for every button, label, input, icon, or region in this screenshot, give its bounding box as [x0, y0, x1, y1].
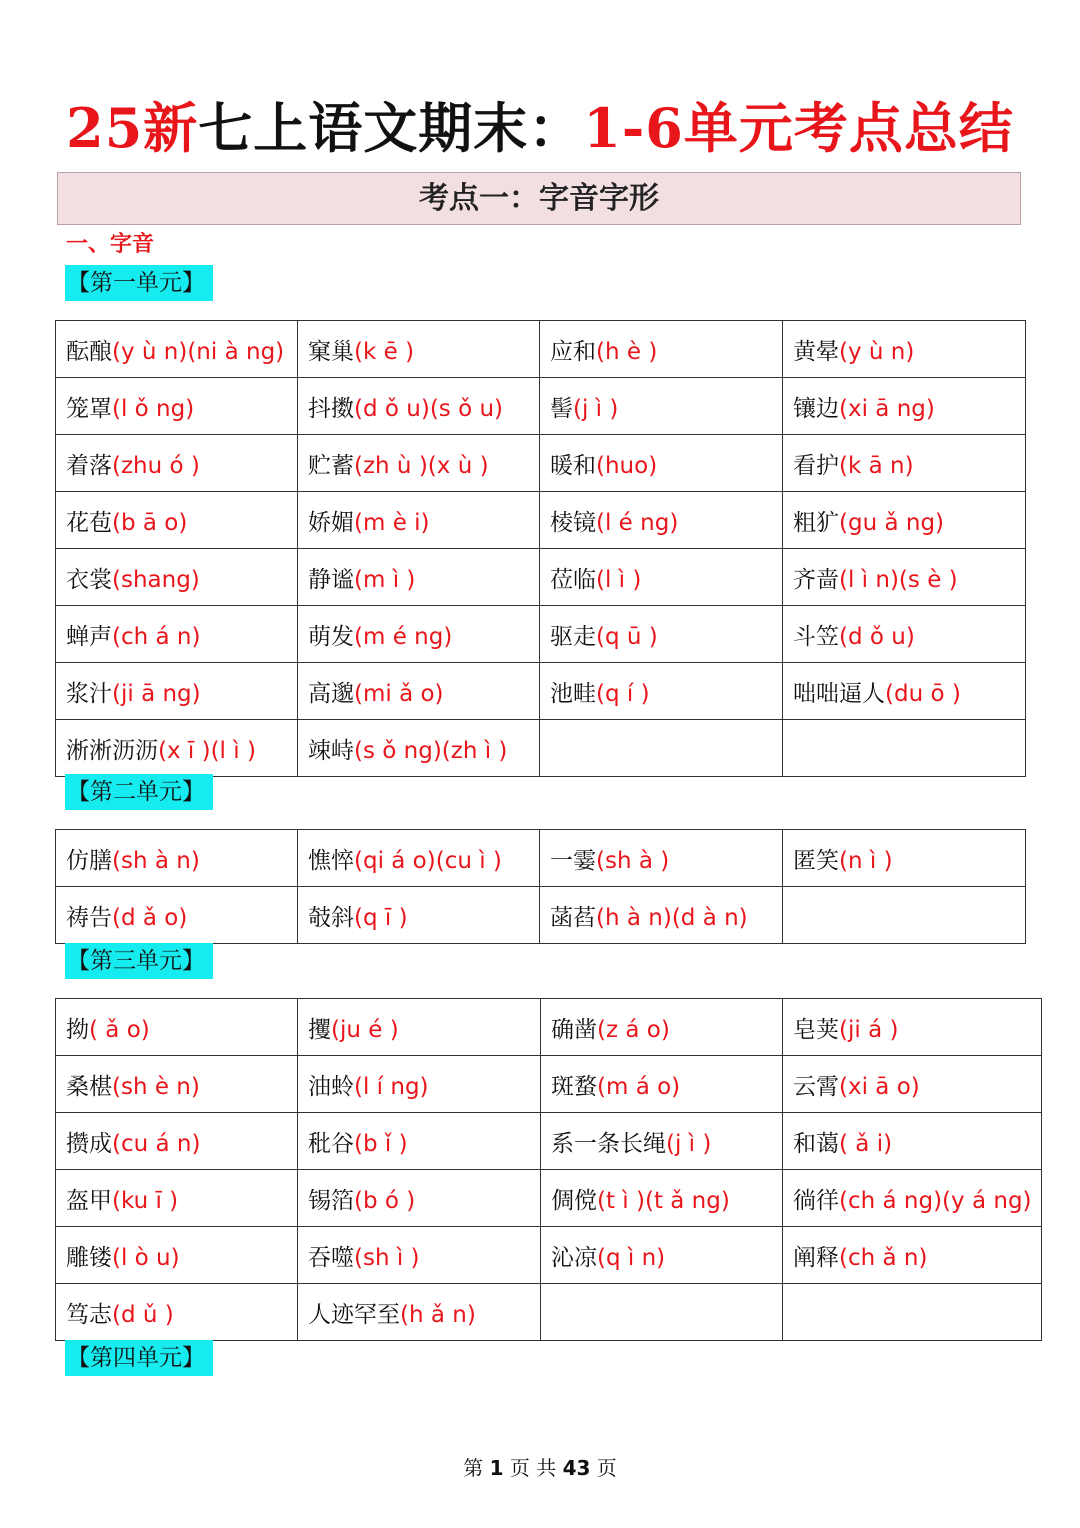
vocab-cell	[298, 720, 540, 777]
vocab-cell	[540, 663, 783, 720]
vocab-word: 沁凉	[551, 1244, 597, 1271]
vocab-pinyin: (b ó )	[354, 1187, 416, 1214]
unit-table-1	[55, 320, 1026, 777]
vocab-cell	[541, 1227, 783, 1284]
vocab-word: 菡萏	[550, 904, 596, 931]
footer-mid: 页 共	[503, 1456, 563, 1480]
vocab-word: 拗	[66, 1016, 89, 1043]
vocab-word: 笼罩	[66, 395, 112, 422]
vocab-word: 盔甲	[66, 1187, 112, 1214]
vocab-pinyin: (ju é )	[331, 1016, 399, 1043]
vocab-pinyin: (s ǒ ng)(zh ì )	[354, 737, 508, 764]
vocab-cell	[56, 321, 298, 378]
table-row	[56, 492, 1026, 549]
table-row	[56, 830, 1026, 887]
vocab-cell	[298, 492, 540, 549]
vocab-cell	[298, 1056, 541, 1113]
vocab-pinyin: (l ò u)	[112, 1244, 180, 1271]
vocab-pinyin: (d ǒ u)(s ǒ u)	[354, 395, 504, 422]
footer-page-number: 1	[489, 1456, 504, 1480]
vocab-pinyin: (l é ng)	[596, 509, 679, 536]
table-row	[56, 321, 1026, 378]
vocab-cell	[541, 999, 783, 1056]
vocab-cell	[540, 435, 783, 492]
vocab-pinyin: (ji ā ng)	[112, 680, 201, 707]
vocab-word: 匿笑	[793, 847, 839, 874]
vocab-word: 镶边	[793, 395, 839, 422]
vocab-cell	[298, 887, 540, 944]
vocab-cell	[783, 830, 1026, 887]
vocab-pinyin: (b ā o)	[112, 509, 188, 536]
vocab-word: 池畦	[550, 680, 596, 707]
vocab-word: 和蔼	[793, 1130, 839, 1157]
vocab-cell	[783, 720, 1026, 777]
vocab-pinyin: (j ì )	[666, 1130, 712, 1157]
vocab-cell	[540, 887, 783, 944]
vocab-word: 抖擞	[308, 395, 354, 422]
vocab-cell	[56, 830, 298, 887]
table-row	[56, 606, 1026, 663]
vocab-word: 斑蝥	[551, 1073, 597, 1100]
vocab-word: 吞噬	[308, 1244, 354, 1271]
vocab-word: 阐释	[793, 1244, 839, 1271]
vocab-cell	[540, 606, 783, 663]
vocab-pinyin: (h ǎ n)	[400, 1301, 476, 1328]
vocab-word: 笃志	[66, 1301, 112, 1328]
vocab-pinyin: (shang)	[112, 566, 200, 593]
vocab-cell	[56, 999, 298, 1056]
unit-label-4: 【第四单元】	[65, 1340, 213, 1376]
vocab-cell	[541, 1284, 783, 1341]
vocab-pinyin: (l ì )	[596, 566, 642, 593]
vocab-pinyin: ( ǎ o)	[89, 1016, 150, 1043]
vocab-cell	[540, 830, 783, 887]
vocab-pinyin: (l ì n)(s è )	[839, 566, 958, 593]
vocab-word: 锡箔	[308, 1187, 354, 1214]
vocab-word: 静谧	[308, 566, 354, 593]
vocab-cell	[298, 435, 540, 492]
vocab-word: 倜傥	[551, 1187, 597, 1214]
vocab-cell	[783, 1170, 1042, 1227]
vocab-cell	[56, 1170, 298, 1227]
kaodian-header: 考点一：字音字形	[57, 172, 1021, 225]
page-footer	[0, 1452, 1080, 1481]
vocab-pinyin: (cu á n)	[112, 1130, 201, 1157]
title-part2: 七上语文期末：	[198, 96, 584, 160]
vocab-pinyin: (q ī )	[354, 904, 408, 931]
vocab-pinyin: (ch á n)	[112, 623, 201, 650]
footer-post: 页	[590, 1456, 617, 1480]
vocab-word: 桑椹	[66, 1073, 112, 1100]
vocab-cell	[783, 1113, 1042, 1170]
vocab-pinyin: (q ì n)	[597, 1244, 666, 1271]
table-row	[56, 1170, 1042, 1227]
vocab-word: 一霎	[550, 847, 596, 874]
vocab-word: 仿膳	[66, 847, 112, 874]
vocab-cell	[298, 1284, 541, 1341]
vocab-word: 驱走	[550, 623, 596, 650]
vocab-cell	[783, 1284, 1042, 1341]
vocab-cell	[56, 1284, 298, 1341]
vocab-word: 贮蓄	[308, 452, 354, 479]
vocab-pinyin: ( ǎ i)	[839, 1130, 893, 1157]
vocab-word: 秕谷	[308, 1130, 354, 1157]
vocab-word: 髻	[550, 395, 573, 422]
vocab-word: 花苞	[66, 509, 112, 536]
vocab-cell	[783, 1227, 1042, 1284]
vocab-cell	[541, 1113, 783, 1170]
vocab-pinyin: (zhu ó )	[112, 452, 200, 479]
page-title	[0, 92, 1080, 164]
vocab-pinyin: (sh ì )	[354, 1244, 420, 1271]
vocab-pinyin: (gu ǎ ng)	[839, 509, 945, 536]
vocab-word: 憔悴	[308, 847, 354, 874]
vocab-cell	[56, 606, 298, 663]
table-row	[56, 1227, 1042, 1284]
vocab-cell	[56, 549, 298, 606]
vocab-pinyin: (huo)	[596, 452, 658, 479]
table-row	[56, 720, 1026, 777]
vocab-word: 确凿	[551, 1016, 597, 1043]
vocab-word: 徜徉	[793, 1187, 839, 1214]
vocab-word: 应和	[550, 338, 596, 365]
vocab-cell	[298, 1170, 541, 1227]
vocab-cell	[298, 830, 540, 887]
vocab-pinyin: (b ǐ )	[354, 1130, 408, 1157]
vocab-pinyin: (q í )	[596, 680, 650, 707]
vocab-word: 斗笠	[793, 623, 839, 650]
vocab-cell	[540, 492, 783, 549]
vocab-cell	[783, 887, 1026, 944]
vocab-word: 攲斜	[308, 904, 354, 931]
vocab-word: 窠巢	[308, 338, 354, 365]
vocab-cell	[56, 663, 298, 720]
vocab-word: 攒成	[66, 1130, 112, 1157]
vocab-cell	[56, 492, 298, 549]
footer-pre: 第	[463, 1456, 490, 1480]
section-heading: 一、字音	[66, 232, 155, 257]
vocab-pinyin: (xi ā o)	[839, 1073, 920, 1100]
vocab-pinyin: (qi á o)(cu ì )	[354, 847, 502, 874]
vocab-pinyin: (z á o)	[597, 1016, 670, 1043]
table-row	[56, 1056, 1042, 1113]
vocab-pinyin: (k ā n)	[839, 452, 914, 479]
vocab-word: 淅淅沥沥	[66, 737, 158, 764]
vocab-pinyin: (ku ī )	[112, 1187, 179, 1214]
vocab-word: 浆汁	[66, 680, 112, 707]
table-row	[56, 378, 1026, 435]
vocab-pinyin: (h è )	[596, 338, 658, 365]
vocab-cell	[540, 720, 783, 777]
title-part1: 25新	[66, 96, 199, 160]
vocab-cell	[783, 663, 1026, 720]
vocab-pinyin: (h à n)(d à n)	[596, 904, 748, 931]
vocab-pinyin: (k ē )	[354, 338, 415, 365]
vocab-word: 着落	[66, 452, 112, 479]
vocab-cell	[298, 321, 540, 378]
vocab-cell	[56, 378, 298, 435]
vocab-pinyin: (m ì )	[354, 566, 416, 593]
vocab-cell	[540, 378, 783, 435]
vocab-cell	[56, 720, 298, 777]
vocab-word: 衣裳	[66, 566, 112, 593]
vocab-cell	[56, 435, 298, 492]
vocab-word: 皂荚	[793, 1016, 839, 1043]
vocab-pinyin: (d ǔ )	[112, 1301, 174, 1328]
unit-label-3: 【第三单元】	[65, 943, 213, 979]
vocab-word: 竦峙	[308, 737, 354, 764]
vocab-cell	[298, 663, 540, 720]
vocab-pinyin: (m é ng)	[354, 623, 453, 650]
vocab-cell	[56, 887, 298, 944]
vocab-pinyin: (ch á ng)(y á ng)	[839, 1187, 1032, 1214]
vocab-pinyin: (m è i)	[354, 509, 430, 536]
vocab-word: 齐啬	[793, 566, 839, 593]
vocab-word: 云霄	[793, 1073, 839, 1100]
vocab-word: 咄咄逼人	[793, 680, 885, 707]
vocab-cell	[783, 435, 1026, 492]
vocab-word: 高邈	[308, 680, 354, 707]
vocab-word: 粗犷	[793, 509, 839, 536]
vocab-word: 祷告	[66, 904, 112, 931]
vocab-pinyin: (t ì )(t ǎ ng)	[597, 1187, 730, 1214]
vocab-cell	[298, 378, 540, 435]
vocab-cell	[783, 378, 1026, 435]
vocab-cell	[540, 549, 783, 606]
vocab-pinyin: (sh è n)	[112, 1073, 200, 1100]
table-row	[56, 435, 1026, 492]
vocab-word: 油蛉	[308, 1073, 354, 1100]
vocab-cell	[298, 1113, 541, 1170]
unit-label-2: 【第二单元】	[65, 774, 213, 810]
vocab-pinyin: (d ǒ u)	[839, 623, 915, 650]
vocab-word: 人迹罕至	[308, 1301, 400, 1328]
vocab-cell	[298, 999, 541, 1056]
table-row	[56, 1284, 1042, 1341]
vocab-pinyin: (sh à )	[596, 847, 670, 874]
vocab-pinyin: (du ō )	[885, 680, 961, 707]
vocab-cell	[783, 321, 1026, 378]
vocab-cell	[783, 999, 1042, 1056]
vocab-word: 萌发	[308, 623, 354, 650]
vocab-word: 蝉声	[66, 623, 112, 650]
vocab-cell	[541, 1170, 783, 1227]
vocab-word: 看护	[793, 452, 839, 479]
vocab-pinyin: (d ǎ o)	[112, 904, 188, 931]
vocab-pinyin: (zh ù )(x ù )	[354, 452, 489, 479]
vocab-pinyin: (x ī )(l ì )	[158, 737, 256, 764]
vocab-cell	[783, 1056, 1042, 1113]
vocab-cell	[56, 1113, 298, 1170]
vocab-cell	[56, 1227, 298, 1284]
vocab-word: 雕镂	[66, 1244, 112, 1271]
vocab-pinyin: (mi ǎ o)	[354, 680, 444, 707]
vocab-word: 攫	[308, 1016, 331, 1043]
vocab-pinyin: (y ù n)	[839, 338, 915, 365]
vocab-pinyin: (ji á )	[839, 1016, 899, 1043]
vocab-pinyin: (j ì )	[573, 395, 619, 422]
unit-label-1: 【第一单元】	[65, 265, 213, 301]
vocab-pinyin: (l í ng)	[354, 1073, 429, 1100]
table-row	[56, 663, 1026, 720]
vocab-pinyin: (m á o)	[597, 1073, 681, 1100]
vocab-cell	[541, 1056, 783, 1113]
vocab-word: 系一条长绳	[551, 1130, 666, 1157]
vocab-cell	[56, 1056, 298, 1113]
vocab-word: 棱镜	[550, 509, 596, 536]
unit-table-2	[55, 829, 1026, 944]
vocab-cell	[298, 1227, 541, 1284]
vocab-cell	[783, 606, 1026, 663]
vocab-pinyin: (n ì )	[839, 847, 893, 874]
vocab-cell	[298, 549, 540, 606]
vocab-cell	[540, 321, 783, 378]
vocab-pinyin: (ch ǎ n)	[839, 1244, 928, 1271]
vocab-cell	[298, 606, 540, 663]
table-row	[56, 1113, 1042, 1170]
vocab-pinyin: (sh à n)	[112, 847, 200, 874]
vocab-word: 黄晕	[793, 338, 839, 365]
table-row	[56, 887, 1026, 944]
footer-total-pages: 43	[562, 1456, 591, 1480]
vocab-pinyin: (xi ā ng)	[839, 395, 935, 422]
vocab-word: 娇媚	[308, 509, 354, 536]
vocab-cell	[783, 549, 1026, 606]
table-row	[56, 549, 1026, 606]
vocab-word: 莅临	[550, 566, 596, 593]
vocab-word: 暖和	[550, 452, 596, 479]
vocab-word: 酝酿	[66, 338, 112, 365]
table-row	[56, 999, 1042, 1056]
unit-table-3	[55, 998, 1042, 1341]
vocab-pinyin: (q ū )	[596, 623, 658, 650]
vocab-cell	[783, 492, 1026, 549]
vocab-pinyin: (y ù n)(ni à ng)	[112, 338, 285, 365]
title-part3: 1-6单元考点总结	[583, 96, 1014, 160]
vocab-pinyin: (l ǒ ng)	[112, 395, 195, 422]
